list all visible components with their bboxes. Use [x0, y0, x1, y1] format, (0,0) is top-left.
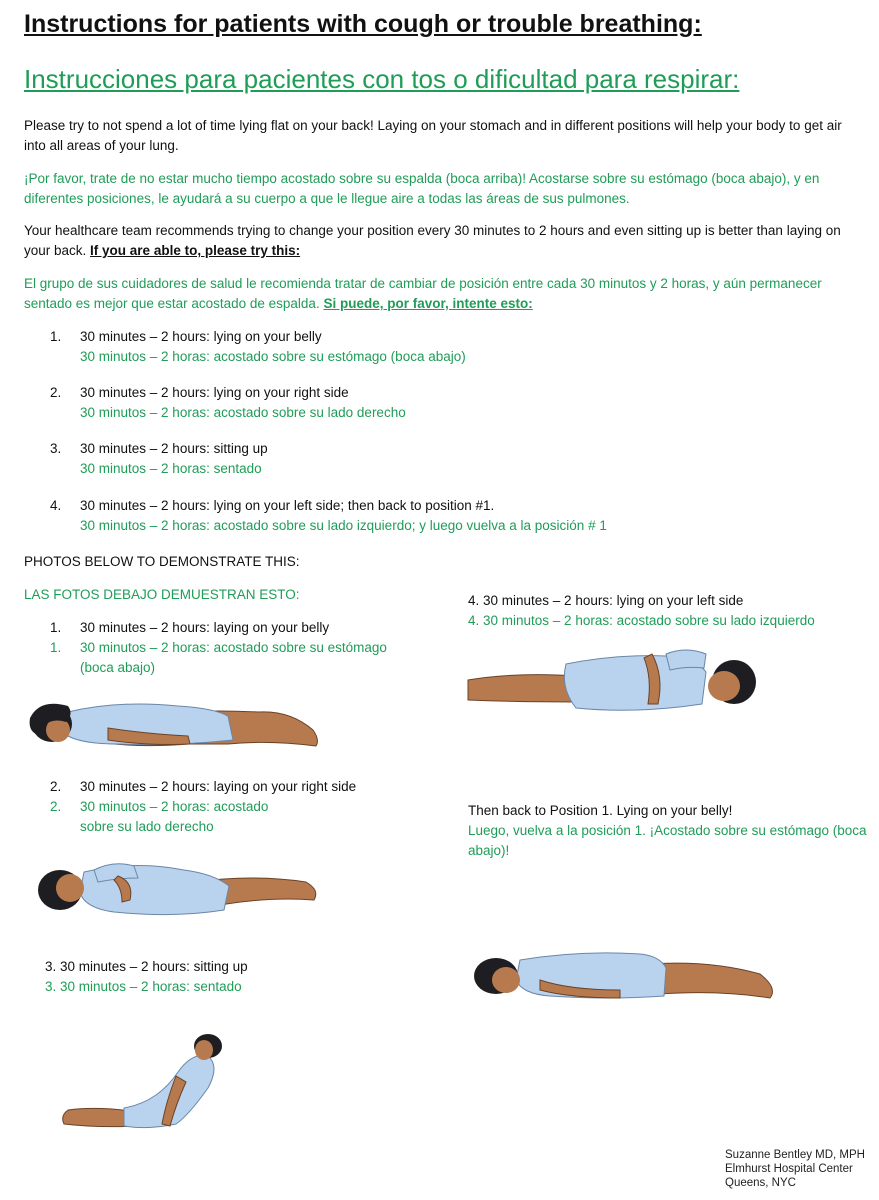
- step-text-english: 30 minutes – 2 hours: sitting up: [80, 441, 268, 456]
- photo-caption-5: [468, 801, 868, 861]
- author-credit: [725, 1148, 865, 1190]
- caption-number: 2.: [50, 779, 62, 794]
- step-4: [50, 496, 850, 536]
- side-lying-right-illustration: [34, 852, 324, 920]
- photo-caption-1: [50, 618, 410, 678]
- step-text-spanish: 30 minutos – 2 horas: acostado sobre su lado derecho: [80, 405, 406, 420]
- caption-english: 3. 30 minutes – 2 hours: sitting up: [45, 959, 248, 974]
- intro-paragraph-english-1: Please try to not spend a lot of time lying flat on your back! Laying on your stomach and in different positions will help your body to get air into all areas of your lung.: [24, 118, 842, 153]
- step-text-english: 30 minutes – 2 hours: lying on your right side: [80, 385, 349, 400]
- credit-line-2: Elmhurst Hospital Center: [725, 1163, 853, 1175]
- page-title-spanish: Instrucciones para pacientes con tos o dificultad para respirar:: [24, 64, 740, 94]
- intro-paragraph-english-2: [24, 221, 859, 261]
- step-text-spanish: 30 minutos – 2 horas: acostado sobre su estómago (boca abajo): [80, 349, 466, 364]
- intro-spanish-2-emphasis: Si puede, por favor, intente esto:: [323, 296, 533, 311]
- caption-english: 4. 30 minutes – 2 hours: lying on your left side: [468, 593, 744, 608]
- caption-english: Then back to Position 1. Lying on your belly!: [468, 803, 733, 818]
- step-number: 3.: [50, 441, 62, 456]
- step-2: [50, 383, 850, 423]
- photo-caption-2: [50, 777, 410, 837]
- step-1: [50, 327, 850, 367]
- step-number: 1.: [50, 329, 62, 344]
- page-title-english: Instructions for patients with cough or trouble breathing:: [24, 10, 702, 38]
- step-number: 4.: [50, 498, 62, 513]
- prone-position-illustration-1: [28, 700, 328, 758]
- step-text-spanish: 30 minutos – 2 horas: sentado: [80, 461, 262, 476]
- step-text-spanish: 30 minutos – 2 horas: acostado sobre su lado izquierdo; y luego vuelva a la posición # 1: [80, 518, 607, 533]
- step-3: [50, 439, 850, 479]
- prone-position-illustration-2: [470, 950, 780, 1010]
- intro-paragraph-spanish-2: [24, 274, 859, 314]
- caption-english: 30 minutes – 2 hours: laying on your right side: [80, 779, 357, 794]
- caption-spanish: 4. 30 minutos – 2 horas: acostado sobre su lado izquierdo: [468, 613, 815, 628]
- credit-line-3: Queens, NYC: [725, 1177, 796, 1189]
- intro-spanish-2-text: El grupo de sus cuidadores de salud le recomienda tratar de cambiar de posición entre cada 30 minutos y 2 horas, y aún permanecer sentado es mejor que estar acostado de espalda.: [24, 276, 822, 311]
- caption-number: 2.: [50, 799, 62, 814]
- sitting-up-illustration: [58, 1032, 228, 1132]
- credit-line-1: Suzanne Bentley MD, MPH: [725, 1149, 865, 1161]
- caption-number: 1.: [50, 620, 62, 635]
- intro-paragraph-spanish-1: ¡Por favor, trate de no estar mucho tiempo acostado sobre su espalda (boca arriba)! Acostarse sobre su estómago (boca abajo), y en diferentes posiciones, le ayudará a su cuerpo a que le llegue aire a todas las áreas de sus pulmones.: [24, 171, 820, 206]
- side-lying-left-illustration: [466, 642, 766, 718]
- photos-header-english: PHOTOS BELOW TO DEMONSTRATE THIS:: [24, 554, 300, 569]
- caption-spanish: 3. 30 minutos – 2 horas: sentado: [45, 979, 242, 994]
- step-number: 2.: [50, 385, 62, 400]
- step-text-english: 30 minutes – 2 hours: lying on your belly: [80, 329, 322, 344]
- caption-spanish: 30 minutos – 2 horas: acostado sobre su estómago (boca abajo): [80, 640, 387, 675]
- caption-number: 1.: [50, 640, 62, 655]
- photos-header-spanish: LAS FOTOS DEBAJO DEMUESTRAN ESTO:: [24, 587, 300, 602]
- photo-caption-4: [468, 591, 868, 631]
- photo-caption-3: [45, 957, 405, 997]
- intro-english-2-text: Your healthcare team recommends trying to change your position every 30 minutes to 2 hours and even sitting up is better than laying on your back.: [24, 223, 841, 258]
- step-text-english: 30 minutes – 2 hours: lying on your left side; then back to position #1.: [80, 498, 495, 513]
- caption-english: 30 minutes – 2 hours: laying on your belly: [80, 620, 330, 635]
- intro-english-2-emphasis: If you are able to, please try this:: [90, 243, 301, 258]
- caption-spanish: 30 minutos – 2 horas: acostado sobre su lado derecho: [80, 799, 269, 834]
- caption-spanish: Luego, vuelva a la posición 1. ¡Acostado sobre su estómago (boca abajo)!: [468, 823, 867, 858]
